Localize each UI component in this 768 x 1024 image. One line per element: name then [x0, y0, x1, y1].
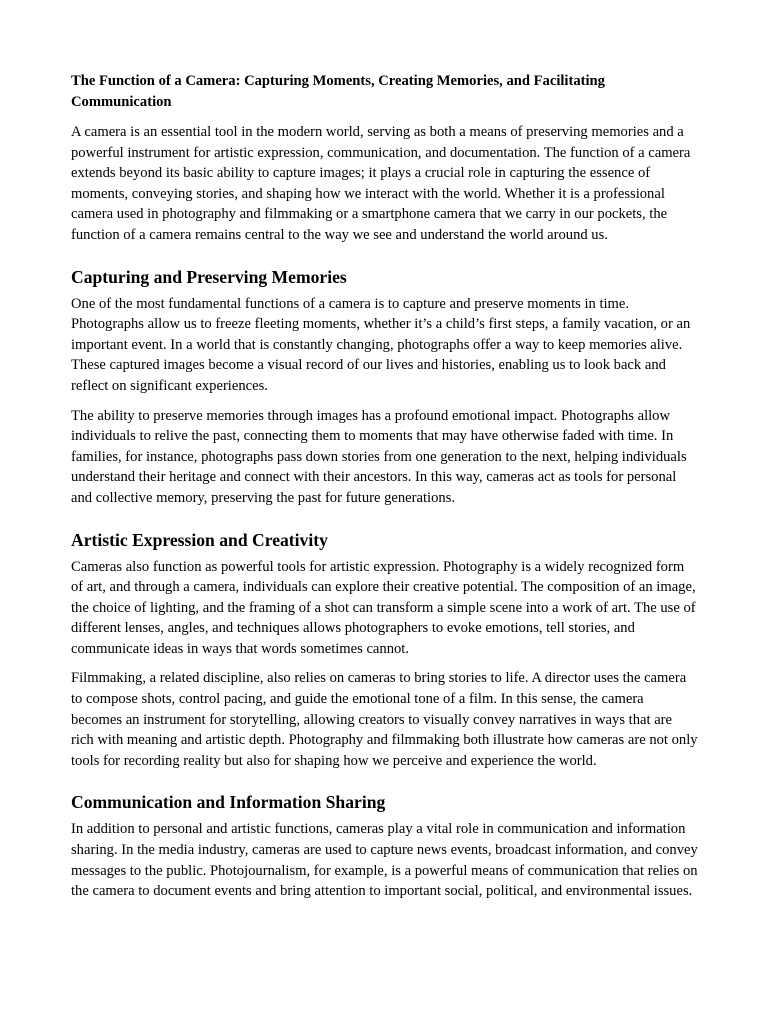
section-paragraph: In addition to personal and artistic functions, cameras play a vital role in communication and information sharing. In the media industry, cameras are used to capture news events, broadcast information, and convey messages to the public. Photojournalism, for example, is a powerful means of communication that relies on the camera to document events and bring attention to important social, political, and environmental issues. [71, 821, 698, 900]
document-page [71, 71, 698, 911]
section-paragraph: Filmmaking, a related discipline, also relies on cameras to bring stories to life. A director uses the camera to compose shots, control pacing, and guide the emotional tone of a film. In this sense, the camera becomes an instrument for storytelling, allowing creators to visually convey narratives in ways that are rich with meaning and artistic depth. Photography and filmmaking both illustrate how cameras are not only tools for recording reality but also for shaping how we perceive and experience the world. [71, 670, 698, 769]
document-title: The Function of a Camera: Capturing Moments, Creating Memories, and Facilitating Communication [71, 73, 605, 110]
section-heading-communication: Communication and Information Sharing [71, 792, 386, 813]
intro-paragraph: A camera is an essential tool in the modern world, serving as both a means of preserving memories and a powerful instrument for artistic expression, communication, and documentation. The function of a camera extends beyond its basic ability to capture images; it plays a crucial role in capturing the essence of moments, conveying stories, and shaping how we interact with the world. Whether it is a professional camera used in photography and filmmaking or a smartphone camera that we carry in our pockets, the function of a camera remains central to the way we see and understand the world around us. [71, 124, 691, 243]
section-paragraph: The ability to preserve memories through images has a profound emotional impact. Photographs allow individuals to relive the past, connecting them to moments that may have otherwise faded with time. In families, for instance, photographs pass down stories from one generation to the next, helping individuals understand their heritage and connect with their ancestors. In this way, cameras act as tools for personal and collective memory, preserving the past for future generations. [71, 407, 687, 506]
section-heading-artistic: Artistic Expression and Creativity [71, 529, 328, 550]
section-paragraph: Cameras also function as powerful tools for artistic expression. Photography is a widely recognized form of art, and through a camera, individuals can explore their creative potential. The composition of an image, the choice of lighting, and the framing of a shot can transform a simple scene into a work of art. The use of different lenses, angles, and techniques allows photographers to evoke emotions, tell stories, and communicate ideas in ways that words sometimes cannot. [71, 558, 696, 657]
section-paragraph: One of the most fundamental functions of a camera is to capture and preserve moments in time. Photographs allow us to freeze fleeting moments, whether it’s a child’s first steps, a family vacation, or an important event. In a world that is constantly changing, photographs offer a way to keep memories alive. These captured images become a visual record of our lives and histories, enabling us to look back and reflect on significant experiences. [71, 295, 691, 394]
section-heading-memories: Capturing and Preserving Memories [71, 266, 347, 287]
